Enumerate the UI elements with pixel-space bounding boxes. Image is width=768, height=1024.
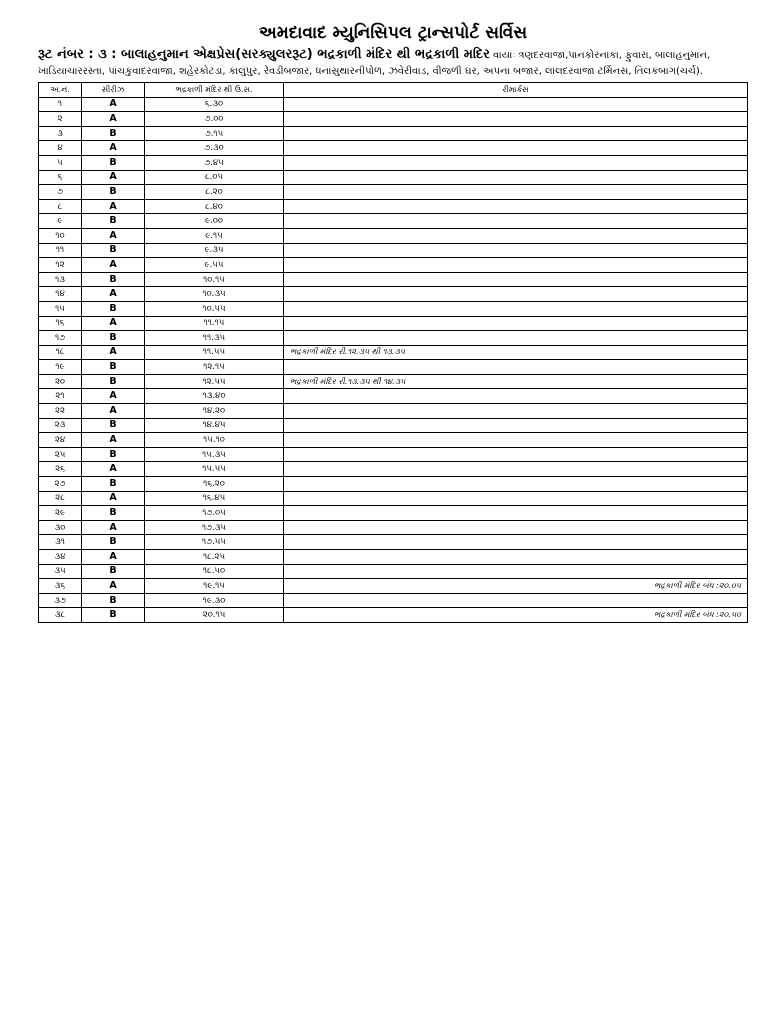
trip-number-cell: ૨૫ <box>39 447 82 462</box>
departure-time-cell: ૧૧.૫૫ <box>145 345 284 360</box>
remark-cell <box>284 170 748 185</box>
trip-number-cell: ૧૧ <box>39 243 82 258</box>
series-cell: B <box>82 331 145 346</box>
series-cell: A <box>82 316 145 331</box>
departure-time-cell: ૧૦.૧૫ <box>145 272 284 287</box>
table-row <box>39 520 748 535</box>
remark-cell: ભદ્રકાળી મંદિર બંધ :૨૦.૦૫ <box>284 579 748 594</box>
remark-cell <box>284 520 748 535</box>
trip-number-cell: ૩ <box>39 126 82 141</box>
trip-number-cell: ૩૦ <box>39 520 82 535</box>
remark-cell <box>284 228 748 243</box>
table-row <box>39 462 748 477</box>
table-row <box>39 535 748 550</box>
remark-cell <box>284 287 748 302</box>
departure-time-cell: ૯.૩૫ <box>145 243 284 258</box>
series-cell: B <box>82 185 145 200</box>
table-row <box>39 404 748 419</box>
trip-number-cell: ૨ <box>39 112 82 127</box>
remark-cell <box>284 418 748 433</box>
table-row <box>39 112 748 127</box>
series-cell: A <box>82 345 145 360</box>
series-cell: B <box>82 535 145 550</box>
trip-number-cell: ૪ <box>39 141 82 156</box>
column-header-remarks: રીમાર્કસ <box>284 83 748 98</box>
series-cell: B <box>82 360 145 375</box>
table-row <box>39 185 748 200</box>
trip-number-cell: ૭ <box>39 185 82 200</box>
table-row <box>39 272 748 287</box>
table-row <box>39 214 748 229</box>
departure-time-cell: ૧૦.૫૫ <box>145 301 284 316</box>
table-row <box>39 301 748 316</box>
column-header-number: અ.નં. <box>39 83 82 98</box>
series-cell: A <box>82 141 145 156</box>
departure-time-cell: ૭.૪૫ <box>145 155 284 170</box>
trip-number-cell: ૮ <box>39 199 82 214</box>
remark-cell <box>284 447 748 462</box>
series-cell: A <box>82 520 145 535</box>
table-row <box>39 374 748 389</box>
departure-time-cell: ૮.૦૫ <box>145 170 284 185</box>
remark-cell <box>284 564 748 579</box>
trip-number-cell: ૧૫ <box>39 301 82 316</box>
table-row <box>39 389 748 404</box>
table-row <box>39 126 748 141</box>
departure-time-cell: ૯.૫૫ <box>145 258 284 273</box>
remark-cell <box>284 243 748 258</box>
series-cell: B <box>82 214 145 229</box>
table-row <box>39 593 748 608</box>
trip-number-cell: ૧ <box>39 97 82 112</box>
trip-number-cell: ૧૯ <box>39 360 82 375</box>
departure-time-cell: ૧૯.૧૫ <box>145 579 284 594</box>
page-title: અમદાવાદ મ્યુનિસિપલ ટ્રાન્સપોર્ટ સર્વિસ <box>258 23 528 43</box>
table-row <box>39 331 748 346</box>
series-cell: A <box>82 287 145 302</box>
remark-cell <box>284 506 748 521</box>
remark-cell <box>284 126 748 141</box>
table-row <box>39 170 748 185</box>
table-row <box>39 199 748 214</box>
departure-time-cell: ૧૮.૨૫ <box>145 550 284 565</box>
series-cell: A <box>82 389 145 404</box>
departure-time-cell: ૧૫.૫૫ <box>145 462 284 477</box>
table-row <box>39 287 748 302</box>
series-cell: B <box>82 608 145 623</box>
departure-time-cell: ૮.૪૦ <box>145 199 284 214</box>
trip-number-cell: ૨૮ <box>39 491 82 506</box>
trip-number-cell: ૨૧ <box>39 389 82 404</box>
series-cell: B <box>82 506 145 521</box>
table-row <box>39 418 748 433</box>
series-cell: A <box>82 112 145 127</box>
remark-cell <box>284 593 748 608</box>
remark-cell: ભદ્રકાળી મંદિર બંધ :૨૦.૫૦ <box>284 608 748 623</box>
trip-number-cell: ૫ <box>39 155 82 170</box>
series-cell: A <box>82 491 145 506</box>
schedule-rows <box>39 97 748 622</box>
departure-time-cell: ૭.૩૦ <box>145 141 284 156</box>
remark-cell <box>284 404 748 419</box>
remark-cell <box>284 199 748 214</box>
route-label: રૂટ નંબર : ૩ : બાલાહનુમાન એક્ષપ્રેસ(સરક્યુલરરૂટ) ભદ્રકાળી મંદિર થી ભદ્રકાળી મદિર <box>38 47 490 62</box>
series-cell: A <box>82 404 145 419</box>
table-row <box>39 258 748 273</box>
remark-cell <box>284 155 748 170</box>
timetable-sheet <box>38 20 748 623</box>
remark-cell <box>284 141 748 156</box>
trip-number-cell: ૩૧ <box>39 535 82 550</box>
route-via: વાયાઃ ત્રણદરવાજા,પાનકોરનાકા, ફુવારા, બાલાહનુમાન, ખાડિયાચારરસ્તા, પાંચકુવાદરવાજા, શહેરકોટડા, કાલુપુર, રેવડીબજાર, ધનાસુથારનીપોળ, ઝવેરીવાડ, વીજળી ઘર, અપના બજાર, લાલદરવાજા ટર્મિનસ, તિલકબાગ(ચર્ચ). <box>38 50 711 77</box>
table-row <box>39 550 748 565</box>
trip-number-cell: ૧૭ <box>39 331 82 346</box>
series-cell: A <box>82 579 145 594</box>
remark-cell <box>284 97 748 112</box>
departure-time-cell: ૧૬.૪૫ <box>145 491 284 506</box>
series-cell: B <box>82 155 145 170</box>
departure-time-cell: ૧૪.૨૦ <box>145 404 284 419</box>
table-row <box>39 564 748 579</box>
table-row <box>39 243 748 258</box>
departure-time-cell: ૧૯.૩૦ <box>145 593 284 608</box>
trip-number-cell: ૧૩ <box>39 272 82 287</box>
trip-number-cell: ૩૮ <box>39 608 82 623</box>
trip-number-cell: ૧૬ <box>39 316 82 331</box>
departure-time-cell: ૧૭.૫૫ <box>145 535 284 550</box>
trip-number-cell: ૧૦ <box>39 228 82 243</box>
series-cell: B <box>82 477 145 492</box>
departure-time-cell: ૭.૦૦ <box>145 112 284 127</box>
column-header-departure: ભદ્રકાળી મંદિર થી ઉ.સ. <box>145 83 284 98</box>
route-description <box>38 47 748 80</box>
departure-time-cell: ૧૧.૩૫ <box>145 331 284 346</box>
departure-time-cell: ૧૭.૩૫ <box>145 520 284 535</box>
departure-time-cell: ૭.૧૫ <box>145 126 284 141</box>
trip-number-cell: ૧૨ <box>39 258 82 273</box>
remark-cell: ભદ્રકાળી મંદિર રી.૧૩.૩૫ થી ૧૪.૩૫ <box>284 374 748 389</box>
remark-cell <box>284 185 748 200</box>
column-header-series: સીરીઝ <box>82 83 145 98</box>
remark-cell: ભદ્રકાળી મંદિર રી.૧૨.૩૫ થી ૧૩.૩૫ <box>284 345 748 360</box>
trip-number-cell: ૨૦ <box>39 374 82 389</box>
series-cell: A <box>82 550 145 565</box>
departure-time-cell: ૧૫.૧૦ <box>145 433 284 448</box>
departure-time-cell: ૬.૩૦ <box>145 97 284 112</box>
table-row <box>39 506 748 521</box>
trip-number-cell: ૬ <box>39 170 82 185</box>
remark-cell <box>284 491 748 506</box>
trip-number-cell: ૨૭ <box>39 477 82 492</box>
departure-time-cell: ૧૨.૫૫ <box>145 374 284 389</box>
trip-number-cell: ૩૬ <box>39 579 82 594</box>
table-row <box>39 477 748 492</box>
table-row <box>39 491 748 506</box>
table-row <box>39 228 748 243</box>
series-cell: B <box>82 564 145 579</box>
departure-time-cell: ૧૧.૧૫ <box>145 316 284 331</box>
series-cell: A <box>82 97 145 112</box>
series-cell: A <box>82 228 145 243</box>
trip-number-cell: ૨૬ <box>39 462 82 477</box>
remark-cell <box>284 550 748 565</box>
remark-cell <box>284 462 748 477</box>
remark-cell <box>284 316 748 331</box>
series-cell: A <box>82 170 145 185</box>
trip-number-cell: ૨૪ <box>39 433 82 448</box>
departure-time-cell: ૮.૨૦ <box>145 185 284 200</box>
departure-time-cell: ૧૬.૨૦ <box>145 477 284 492</box>
trip-number-cell: ૧૮ <box>39 345 82 360</box>
remark-cell <box>284 331 748 346</box>
series-cell: A <box>82 258 145 273</box>
departure-time-cell: ૧૮.૫૦ <box>145 564 284 579</box>
departure-time-cell: ૯.૧૫ <box>145 228 284 243</box>
departure-time-cell: ૯.૦૦ <box>145 214 284 229</box>
trip-number-cell: ૯ <box>39 214 82 229</box>
table-header-row <box>39 83 748 98</box>
series-cell: B <box>82 447 145 462</box>
departure-time-cell: ૧૩.૪૦ <box>145 389 284 404</box>
series-cell: B <box>82 374 145 389</box>
table-row <box>39 360 748 375</box>
departure-time-cell: ૧૦.૩૫ <box>145 287 284 302</box>
table-row <box>39 316 748 331</box>
remark-cell <box>284 360 748 375</box>
series-cell: B <box>82 272 145 287</box>
remark-cell <box>284 477 748 492</box>
remark-cell <box>284 535 748 550</box>
series-cell: B <box>82 243 145 258</box>
remark-cell <box>284 389 748 404</box>
remark-cell <box>284 301 748 316</box>
table-row <box>39 141 748 156</box>
trip-number-cell: ૨૯ <box>39 506 82 521</box>
table-row <box>39 345 748 360</box>
table-row <box>39 97 748 112</box>
table-row <box>39 155 748 170</box>
remark-cell <box>284 112 748 127</box>
remark-cell <box>284 258 748 273</box>
trip-number-cell: ૩૭ <box>39 593 82 608</box>
trip-number-cell: ૨૨ <box>39 404 82 419</box>
series-cell: B <box>82 126 145 141</box>
trip-number-cell: ૩૪ <box>39 550 82 565</box>
departure-time-cell: ૧૭.૦૫ <box>145 506 284 521</box>
remark-cell <box>284 272 748 287</box>
remark-cell <box>284 214 748 229</box>
series-cell: B <box>82 593 145 608</box>
series-cell: A <box>82 199 145 214</box>
trip-number-cell: ૩૫ <box>39 564 82 579</box>
schedule-table <box>38 82 748 623</box>
trip-number-cell: ૧૪ <box>39 287 82 302</box>
series-cell: B <box>82 418 145 433</box>
departure-time-cell: ૨૦.૧૫ <box>145 608 284 623</box>
table-row <box>39 447 748 462</box>
remark-cell <box>284 433 748 448</box>
table-row <box>39 579 748 594</box>
table-row <box>39 433 748 448</box>
departure-time-cell: ૧૪.૪૫ <box>145 418 284 433</box>
series-cell: A <box>82 462 145 477</box>
trip-number-cell: ૨૩ <box>39 418 82 433</box>
departure-time-cell: ૧૨.૧૫ <box>145 360 284 375</box>
departure-time-cell: ૧૫.૩૫ <box>145 447 284 462</box>
series-cell: A <box>82 433 145 448</box>
table-row <box>39 608 748 623</box>
series-cell: B <box>82 301 145 316</box>
